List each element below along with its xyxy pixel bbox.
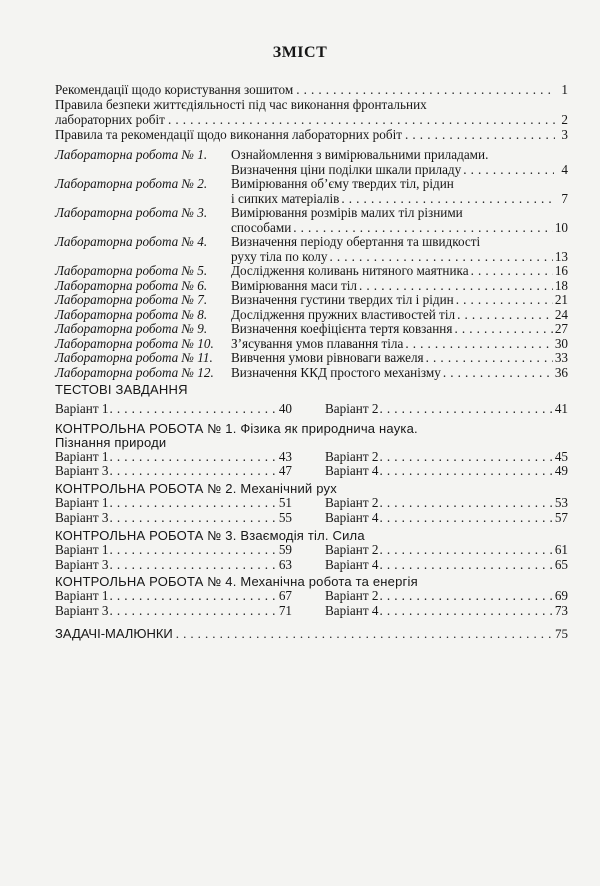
lab-label: Лабораторна робота № 2. [55, 176, 208, 191]
leader-dots [109, 604, 277, 618]
toc-entry-text: Правила та рекомендації щодо виконання лабораторних робіт [55, 127, 403, 142]
variant-entry[interactable] [325, 543, 568, 557]
toc-page-number: 45 [554, 449, 568, 464]
toc-page-number: 71 [278, 603, 292, 618]
lab-label: Лабораторна робота № 5. [55, 263, 208, 278]
lab-label: Лабораторна робота № 3. [55, 205, 208, 220]
variant-label: Варіант 4 [325, 603, 379, 618]
toc-page-number: 1 [561, 82, 568, 97]
toc-page-number: 7 [561, 191, 568, 206]
leader-dots [379, 604, 553, 618]
variant-entry[interactable] [55, 496, 292, 510]
variant-label: Варіант 1 [55, 401, 109, 416]
lab-title: Визначення коефіцієнта тертя ковзання [231, 321, 453, 336]
variant-label: Варіант 3 [55, 603, 109, 618]
leader-dots [109, 511, 277, 525]
lab-label: Лабораторна робота № 1. [55, 147, 208, 162]
section-heading: КОНТРОЛЬНА РОБОТА № 2. Механічний рух [55, 481, 337, 496]
variant-label: Варіант 1 [55, 495, 109, 510]
lab-title: Дослідження пружних властивостей тіл [231, 307, 456, 322]
toc-page-number: 27 [554, 321, 568, 336]
toc-page-number: 18 [554, 278, 568, 293]
variant-label: Варіант 2 [325, 542, 379, 557]
leader-dots [109, 450, 277, 464]
lab-title: Визначення періоду обертання та швидкості [231, 234, 481, 249]
variant-entry[interactable] [325, 558, 568, 572]
variant-label: Варіант 4 [325, 557, 379, 572]
leader-dots [296, 83, 555, 97]
variant-label: Варіант 4 [325, 510, 379, 525]
leader-dots [359, 279, 553, 293]
lab-title: З’ясування умов плавання тіла [231, 336, 404, 351]
toc-page-number: 73 [554, 603, 568, 618]
variant-label: Варіант 3 [55, 557, 109, 572]
leader-dots [456, 293, 553, 307]
section-heading: КОНТРОЛЬНА РОБОТА № 4. Механічна робота та енергія [55, 574, 418, 589]
leader-dots [379, 511, 553, 525]
toc-entry[interactable] [231, 250, 568, 264]
variant-entry[interactable] [55, 464, 292, 478]
lab-title: способами [231, 220, 292, 235]
variant-entry[interactable] [325, 402, 568, 416]
variant-entry[interactable] [55, 558, 292, 572]
variant-entry[interactable] [55, 543, 292, 557]
toc-entry[interactable] [231, 337, 568, 351]
leader-dots [109, 558, 277, 572]
leader-dots [426, 351, 553, 365]
toc-page-number: 47 [278, 463, 292, 478]
lab-title: Ознайомлення з вимірювальними приладами. [231, 147, 489, 162]
toc-page-number: 3 [561, 127, 568, 142]
variant-label: Варіант 1 [55, 542, 109, 557]
section-heading: ЗАДАЧІ-МАЛЮНКИ [55, 626, 173, 641]
toc-entry[interactable] [55, 128, 568, 142]
variant-entry[interactable] [55, 604, 292, 618]
variant-label: Варіант 2 [325, 495, 379, 510]
toc-page-number: 24 [554, 307, 568, 322]
toc-page-number: 57 [554, 510, 568, 525]
variant-label: Варіант 2 [325, 588, 379, 603]
leader-dots [341, 192, 554, 206]
toc-page-number: 10 [554, 220, 568, 235]
leader-dots [109, 402, 277, 416]
section-heading: КОНТРОЛЬНА РОБОТА № 1. Фізика як природнича наука. [55, 421, 418, 436]
section-heading: КОНТРОЛЬНА РОБОТА № 3. Взаємодія тіл. Сила [55, 528, 365, 543]
lab-title: Визначення ціни поділки шкали приладу [231, 162, 462, 177]
variant-label: Варіант 3 [55, 510, 109, 525]
toc-page-number: 40 [278, 401, 292, 416]
lab-title: руху тіла по колу [231, 249, 328, 264]
toc-page-number: 49 [554, 463, 568, 478]
leader-dots [176, 627, 552, 641]
toc-page-number: 69 [554, 588, 568, 603]
toc-page-number: 41 [554, 401, 568, 416]
variant-entry[interactable] [325, 511, 568, 525]
toc-page-number: 59 [278, 542, 292, 557]
leader-dots [109, 464, 277, 478]
variant-entry[interactable] [55, 589, 292, 603]
leader-dots [463, 163, 554, 177]
leader-dots [293, 221, 553, 235]
lab-label: Лабораторна робота № 7. [55, 292, 208, 307]
leader-dots [109, 543, 277, 557]
toc-page-number: 75 [555, 626, 568, 641]
section-heading: ТЕСТОВІ ЗАВДАННЯ [55, 382, 188, 397]
leader-dots [109, 589, 277, 603]
toc-entry[interactable] [231, 308, 568, 322]
toc-page-number: 30 [554, 336, 568, 351]
leader-dots [168, 113, 555, 127]
toc-page-number: 16 [554, 263, 568, 278]
leader-dots [379, 464, 553, 478]
lab-label: Лабораторна робота № 10. [55, 336, 214, 351]
lab-title: Визначення густини твердих тіл і рідин [231, 292, 454, 307]
variant-label: Варіант 4 [325, 463, 379, 478]
toc-page-number: 65 [554, 557, 568, 572]
toc-page-number: 43 [278, 449, 292, 464]
leader-dots [405, 128, 555, 142]
toc-entry[interactable] [55, 627, 568, 641]
lab-title: Вимірювання маси тіл [231, 278, 358, 293]
variant-entry[interactable] [325, 464, 568, 478]
lab-label: Лабораторна робота № 12. [55, 365, 214, 380]
lab-title: Вимірювання розмірів малих тіл різними [231, 205, 463, 220]
variant-label: Варіант 1 [55, 449, 109, 464]
leader-dots [443, 366, 553, 380]
leader-dots [379, 558, 553, 572]
leader-dots [379, 496, 553, 510]
toc-entry[interactable] [231, 163, 568, 177]
variant-label: Варіант 3 [55, 463, 109, 478]
lab-title: Визначення ККД простого механізму [231, 365, 441, 380]
toc-page-number: 36 [554, 365, 568, 380]
variant-label: Варіант 2 [325, 449, 379, 464]
leader-dots [379, 402, 553, 416]
variant-entry[interactable] [325, 589, 568, 603]
toc-page-number: 55 [278, 510, 292, 525]
lab-title: і сипких матеріалів [231, 191, 340, 206]
lab-label: Лабораторна робота № 4. [55, 234, 208, 249]
leader-dots [329, 250, 552, 264]
lab-title: Дослідження коливань нитяного маятника [231, 263, 469, 278]
variant-entry[interactable] [325, 496, 568, 510]
leader-dots [471, 264, 553, 278]
leader-dots [405, 337, 552, 351]
variant-entry[interactable] [325, 450, 568, 464]
lab-label: Лабораторна робота № 6. [55, 278, 208, 293]
toc-page-number: 21 [554, 292, 568, 307]
toc-entry-text: Правила безпеки життєдіяльності під час виконання фронтальних [55, 97, 427, 112]
leader-dots [379, 589, 553, 603]
toc-entry-text: Рекомендації щодо користування зошитом [55, 82, 294, 97]
toc-entry[interactable] [55, 113, 568, 127]
variant-entry[interactable] [55, 511, 292, 525]
variant-entry[interactable] [55, 402, 292, 416]
toc-entry[interactable] [231, 192, 568, 206]
lab-title: Вимірювання об’єму твердих тіл, рідин [231, 176, 454, 191]
toc-entry-text: лабораторних робіт [55, 112, 165, 127]
leader-dots [379, 450, 553, 464]
toc-page-number: 63 [278, 557, 292, 572]
toc-entry[interactable] [231, 366, 568, 380]
toc-page-number: 51 [278, 495, 292, 510]
toc-entry[interactable] [231, 322, 568, 336]
leader-dots [109, 496, 277, 510]
toc-entry[interactable] [231, 221, 568, 235]
lab-label: Лабораторна робота № 8. [55, 307, 208, 322]
page-title: ЗМІСТ [272, 44, 328, 61]
lab-label: Лабораторна робота № 11. [55, 350, 213, 365]
toc-entry[interactable] [231, 351, 568, 365]
toc-entry[interactable] [231, 293, 568, 307]
toc-entry[interactable] [231, 264, 568, 278]
toc-entry[interactable] [231, 279, 568, 293]
toc-page-number: 4 [561, 162, 568, 177]
leader-dots [379, 543, 553, 557]
variant-label: Варіант 1 [55, 588, 109, 603]
toc-page-number: 53 [554, 495, 568, 510]
variant-label: Варіант 2 [325, 401, 379, 416]
lab-label: Лабораторна робота № 9. [55, 321, 208, 336]
toc-page-number: 67 [278, 588, 292, 603]
toc-page-number: 61 [554, 542, 568, 557]
section-subheading: Пізнання природи [55, 435, 167, 450]
leader-dots [457, 308, 553, 322]
toc-entry[interactable] [55, 83, 568, 97]
toc-page-number: 2 [561, 112, 568, 127]
toc-page-number: 13 [554, 249, 568, 264]
toc-page-number: 33 [554, 350, 568, 365]
lab-title: Вивчення умови рівноваги важеля [231, 350, 424, 365]
variant-entry[interactable] [55, 450, 292, 464]
leader-dots [454, 322, 552, 336]
variant-entry[interactable] [325, 604, 568, 618]
